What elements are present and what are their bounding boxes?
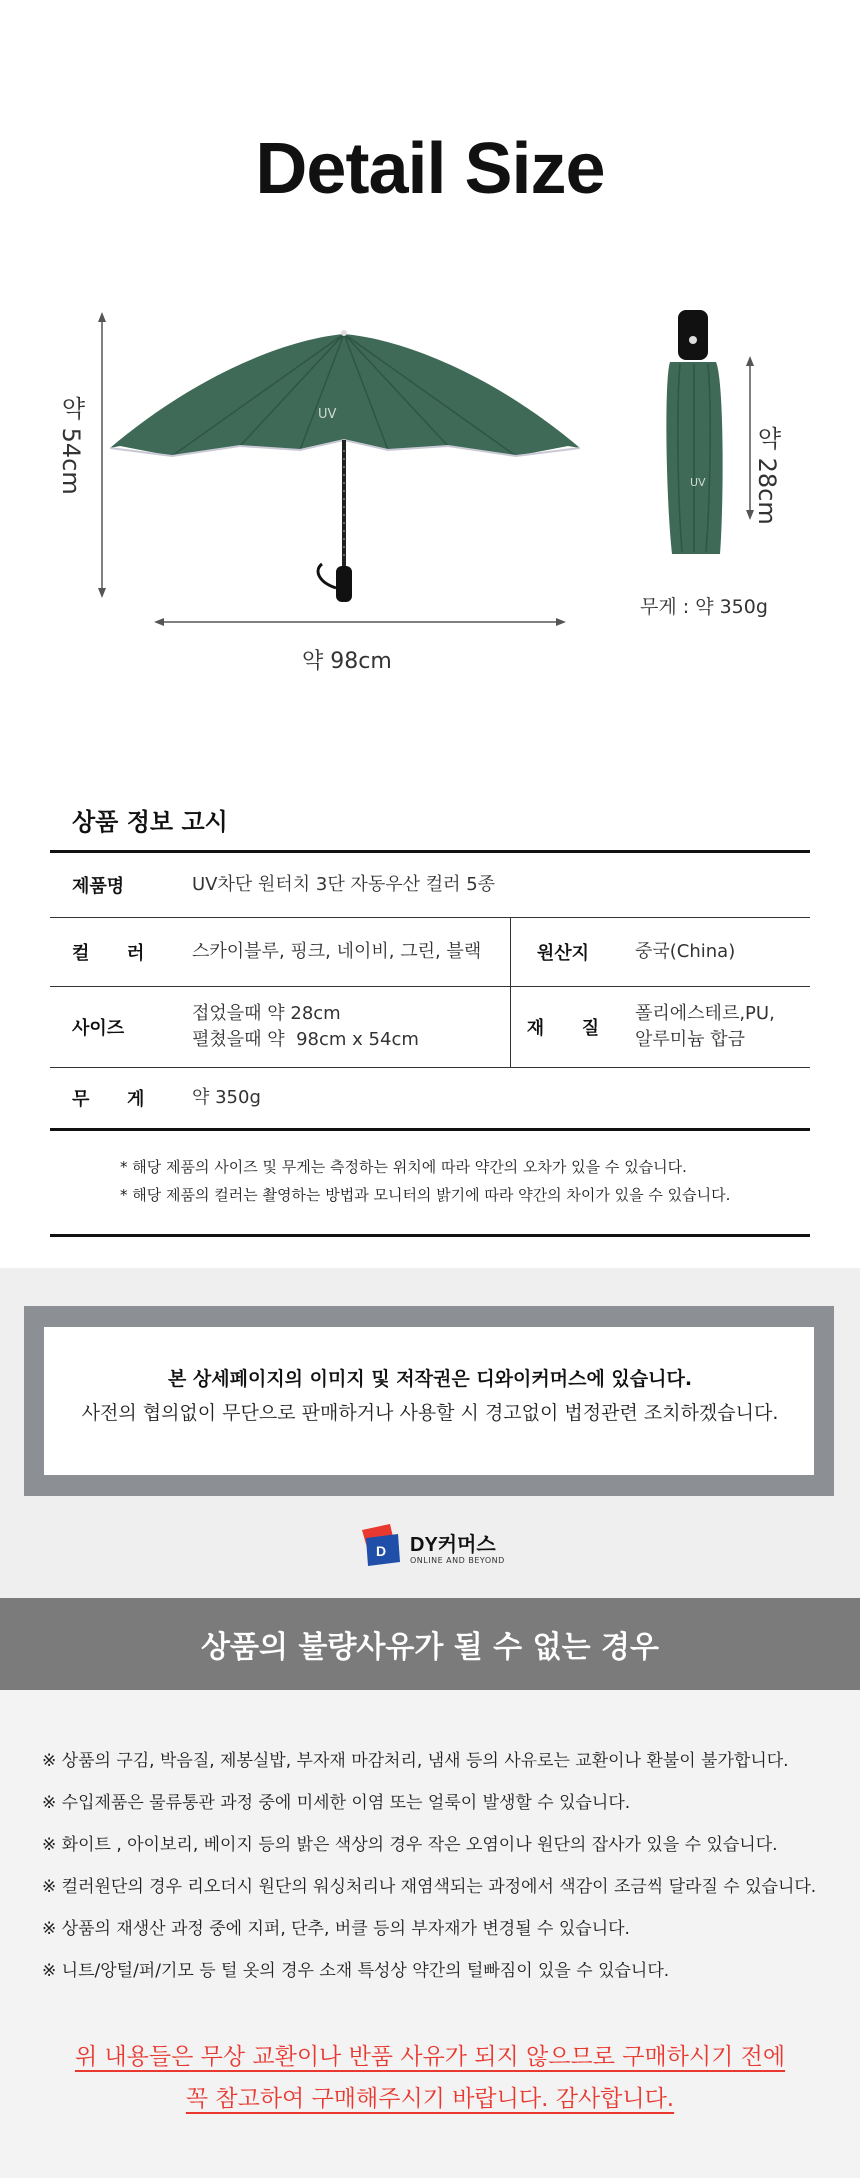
table-row-weight xyxy=(50,1068,810,1131)
note-color: * 해당 제품의 컬러는 촬영하는 방법과 모니터의 밝기에 따라 약간의 차이가 있을 수 있습니다. xyxy=(120,1186,731,1204)
folded-umbrella-print: UV xyxy=(690,476,706,489)
open-height-label: 약 54cm xyxy=(57,396,85,495)
logo-mark: D xyxy=(376,1543,387,1559)
defect-title-bar xyxy=(0,1598,860,1690)
folded-height-label: 약 28cm xyxy=(753,426,781,525)
weight-row-value: 약 350g xyxy=(192,1087,261,1108)
warning-line-1: 위 내용들은 무상 교환이나 반품 사유가 되지 않으므로 구매하시기 전에 xyxy=(74,2044,786,2070)
open-umbrella-image xyxy=(60,300,600,660)
material-value-1: 폴리에스테르,PU, xyxy=(635,1003,775,1024)
defect-item: ※ 니트/앙털/퍼/기모 등 털 옷의 경우 소재 특성상 약간의 털빠짐이 있을 수 있습니다. xyxy=(42,1961,670,1981)
table-row-color-origin xyxy=(50,918,810,987)
warning-line-2: 꼭 참고하여 구매해주시기 바랍니다. 감사합니다. xyxy=(185,2086,675,2112)
logo-name: DY커머스 xyxy=(410,1534,496,1556)
size-label: 사이즈 xyxy=(72,1018,125,1039)
origin-value: 중국(China) xyxy=(635,941,736,962)
page-title: Detail Size xyxy=(255,129,605,209)
origin-label: 원산지 xyxy=(536,943,590,964)
note-size: * 해당 제품의 사이즈 및 무게는 측정하는 위치에 따라 약간의 오차가 있을 수 있습니다. xyxy=(120,1158,687,1176)
defect-item: ※ 상품의 재생산 과정 중에 지퍼, 단추, 버클 등의 부자재가 변경될 수 있습니다. xyxy=(42,1919,630,1939)
material-value-2: 알루미늄 합금 xyxy=(635,1029,746,1050)
copyright-line-1: 본 상세페이지의 이미지 및 저작권은 디와이커머스에 있습니다. xyxy=(167,1368,693,1390)
defect-item: ※ 상품의 구김, 박음질, 제봉실밥, 부자재 마감처리, 냄새 등의 사유로는 교환이나 환불이 불가합니다. xyxy=(42,1751,789,1771)
color-label: 컬 러 xyxy=(72,943,145,964)
defect-item: ※ 컬러원단의 경우 리오더시 원단의 워싱처리나 재염색되는 과정에서 색감이 조금씩 달라질 수 있습니다. xyxy=(42,1877,817,1897)
size-value-open: 펼쳤을때 약 98cm x 54cm xyxy=(192,1029,419,1050)
product-name-value: UV차단 원터치 3단 자동우산 컬러 5종 xyxy=(192,874,496,895)
umbrella-print: UV xyxy=(318,407,337,422)
table-row-product xyxy=(50,850,810,918)
defect-title: 상품의 불량사유가 될 수 없는 경우 xyxy=(201,1630,659,1665)
logo-tagline: ONLINE AND BEYOND xyxy=(410,1556,505,1565)
product-info-table xyxy=(50,850,810,1131)
color-value: 스카이블루, 핑크, 네이비, 그린, 블랙 xyxy=(192,941,482,962)
size-value-folded: 접었을때 약 28cm xyxy=(192,1003,341,1024)
weight-row-label: 무 게 xyxy=(72,1089,145,1110)
defect-item: ※ 화이트 , 아이보리, 베이지 등의 밝은 색상의 경우 작은 오염이나 원단의 잡사가 있을 수 있습니다. xyxy=(42,1835,778,1855)
info-section-title: 상품 정보 고시 xyxy=(72,808,228,836)
defect-item: ※ 수입제품은 물류통관 과정 중에 미세한 이염 또는 얼룩이 발생할 수 있습니다. xyxy=(42,1793,631,1813)
notes-divider xyxy=(50,1234,810,1237)
product-name-label: 제품명 xyxy=(72,876,125,897)
material-label: 재 질 xyxy=(526,1018,600,1039)
table-row-size-material xyxy=(50,987,810,1068)
weight-label: 무게 : 약 350g xyxy=(640,596,768,618)
copyright-line-2: 사전의 협의없이 무단으로 판매하거나 사용할 시 경고없이 법정관련 조치하겠습니다. xyxy=(81,1402,779,1424)
open-width-label: 약 98cm xyxy=(302,649,392,674)
dy-logo-icon xyxy=(356,1520,404,1568)
